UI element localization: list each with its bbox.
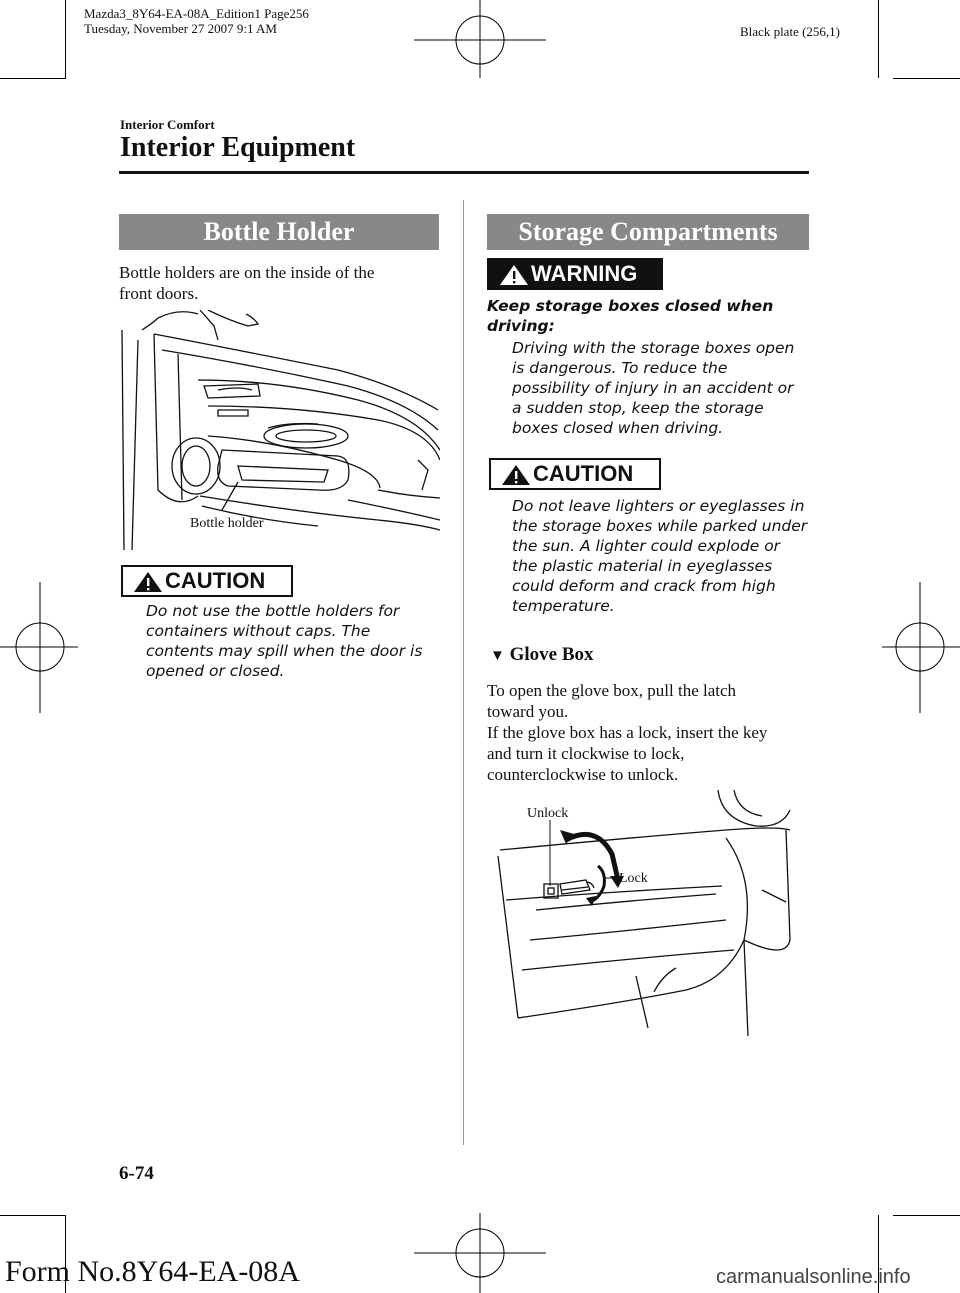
print-date-line: Tuesday, November 27 2007 9:1 AM	[84, 21, 277, 36]
column-divider	[463, 200, 464, 1145]
storage-compartments-banner: Storage Compartments	[487, 214, 809, 250]
caution-label: CAUTION	[165, 568, 266, 593]
bottle-holder-label: Bottle holder	[190, 516, 264, 531]
door-panel-illustration	[118, 310, 440, 552]
glove-box-illustration	[486, 790, 810, 1036]
caution-badge-left	[121, 565, 293, 597]
warning-triangle-icon	[499, 264, 529, 286]
caution-line: the storage boxes while parked under	[512, 517, 808, 535]
intro-line: front doors.	[119, 284, 199, 303]
body-line: toward you.	[487, 702, 569, 721]
caution-line: temperature.	[512, 597, 615, 615]
warning-line: a sudden stop, keep the storage	[512, 399, 764, 417]
warning-label: WARNING	[531, 261, 638, 286]
header-rule	[119, 171, 809, 174]
registration-mark-bottom	[410, 1213, 550, 1293]
body-line: counterclockwise to unlock.	[487, 765, 679, 784]
warning-triangle-icon	[501, 464, 531, 486]
registration-mark-top	[410, 0, 550, 80]
triangle-marker-icon: ▼	[490, 648, 505, 664]
section-name: Interior Comfort	[120, 117, 215, 132]
caution-line: contents may spill when the door is	[146, 642, 423, 660]
lock-label: Lock	[619, 871, 648, 886]
warning-heading-line: driving:	[487, 317, 555, 335]
plate-info: Black plate (256,1)	[740, 24, 840, 39]
caution-text-right	[512, 496, 812, 616]
caution-line: the sun. A lighter could explode or	[512, 537, 781, 555]
page-title: Interior Equipment	[120, 132, 356, 163]
warning-line: is dangerous. To reduce the	[512, 359, 728, 377]
form-number: Form No.8Y64-EA-08A	[5, 1255, 300, 1288]
watermark: carmanualsonline.info	[716, 1266, 911, 1288]
caution-line: the plastic material in eyeglasses	[512, 557, 773, 575]
caution-text-left	[146, 601, 446, 681]
caution-line: opened or closed.	[146, 662, 285, 680]
caution-line: Do not use the bottle holders for	[146, 602, 400, 620]
caution-line: containers without caps. The	[146, 622, 371, 640]
warning-line: possibility of injury in an accident or	[512, 379, 794, 397]
warning-line: boxes closed when driving.	[512, 419, 724, 437]
caution-line: Do not leave lighters or eyeglasses in	[512, 497, 805, 515]
warning-text	[512, 338, 812, 438]
print-file-line: Mazda3_8Y64-EA-08A_Edition1 Page256	[84, 6, 309, 21]
registration-mark-left	[0, 580, 80, 715]
body-line: To open the glove box, pull the latch	[487, 681, 737, 700]
warning-triangle-icon	[133, 571, 163, 593]
glove-box-heading	[490, 644, 594, 666]
warning-heading-line: Keep storage boxes closed when	[487, 297, 774, 315]
warning-badge	[487, 258, 663, 290]
body-line: If the glove box has a lock, insert the key	[487, 723, 768, 742]
registration-mark-right	[880, 580, 960, 715]
glove-box-body	[487, 680, 807, 785]
body-line: and turn it clockwise to lock,	[487, 744, 685, 763]
page-number: 6-74	[119, 1163, 154, 1184]
warning-heading	[487, 296, 807, 336]
caution-label: CAUTION	[533, 461, 634, 486]
warning-line: Driving with the storage boxes open	[512, 339, 795, 357]
caution-badge-right	[489, 458, 661, 490]
caution-line: could deform and crack from high	[512, 577, 776, 595]
glove-box-title: Glove Box	[509, 644, 594, 665]
intro-line: Bottle holders are on the inside of the	[119, 263, 375, 282]
bottle-holder-banner: Bottle Holder	[119, 214, 439, 250]
bottle-holder-intro	[119, 262, 449, 304]
unlock-label: Unlock	[527, 806, 569, 821]
